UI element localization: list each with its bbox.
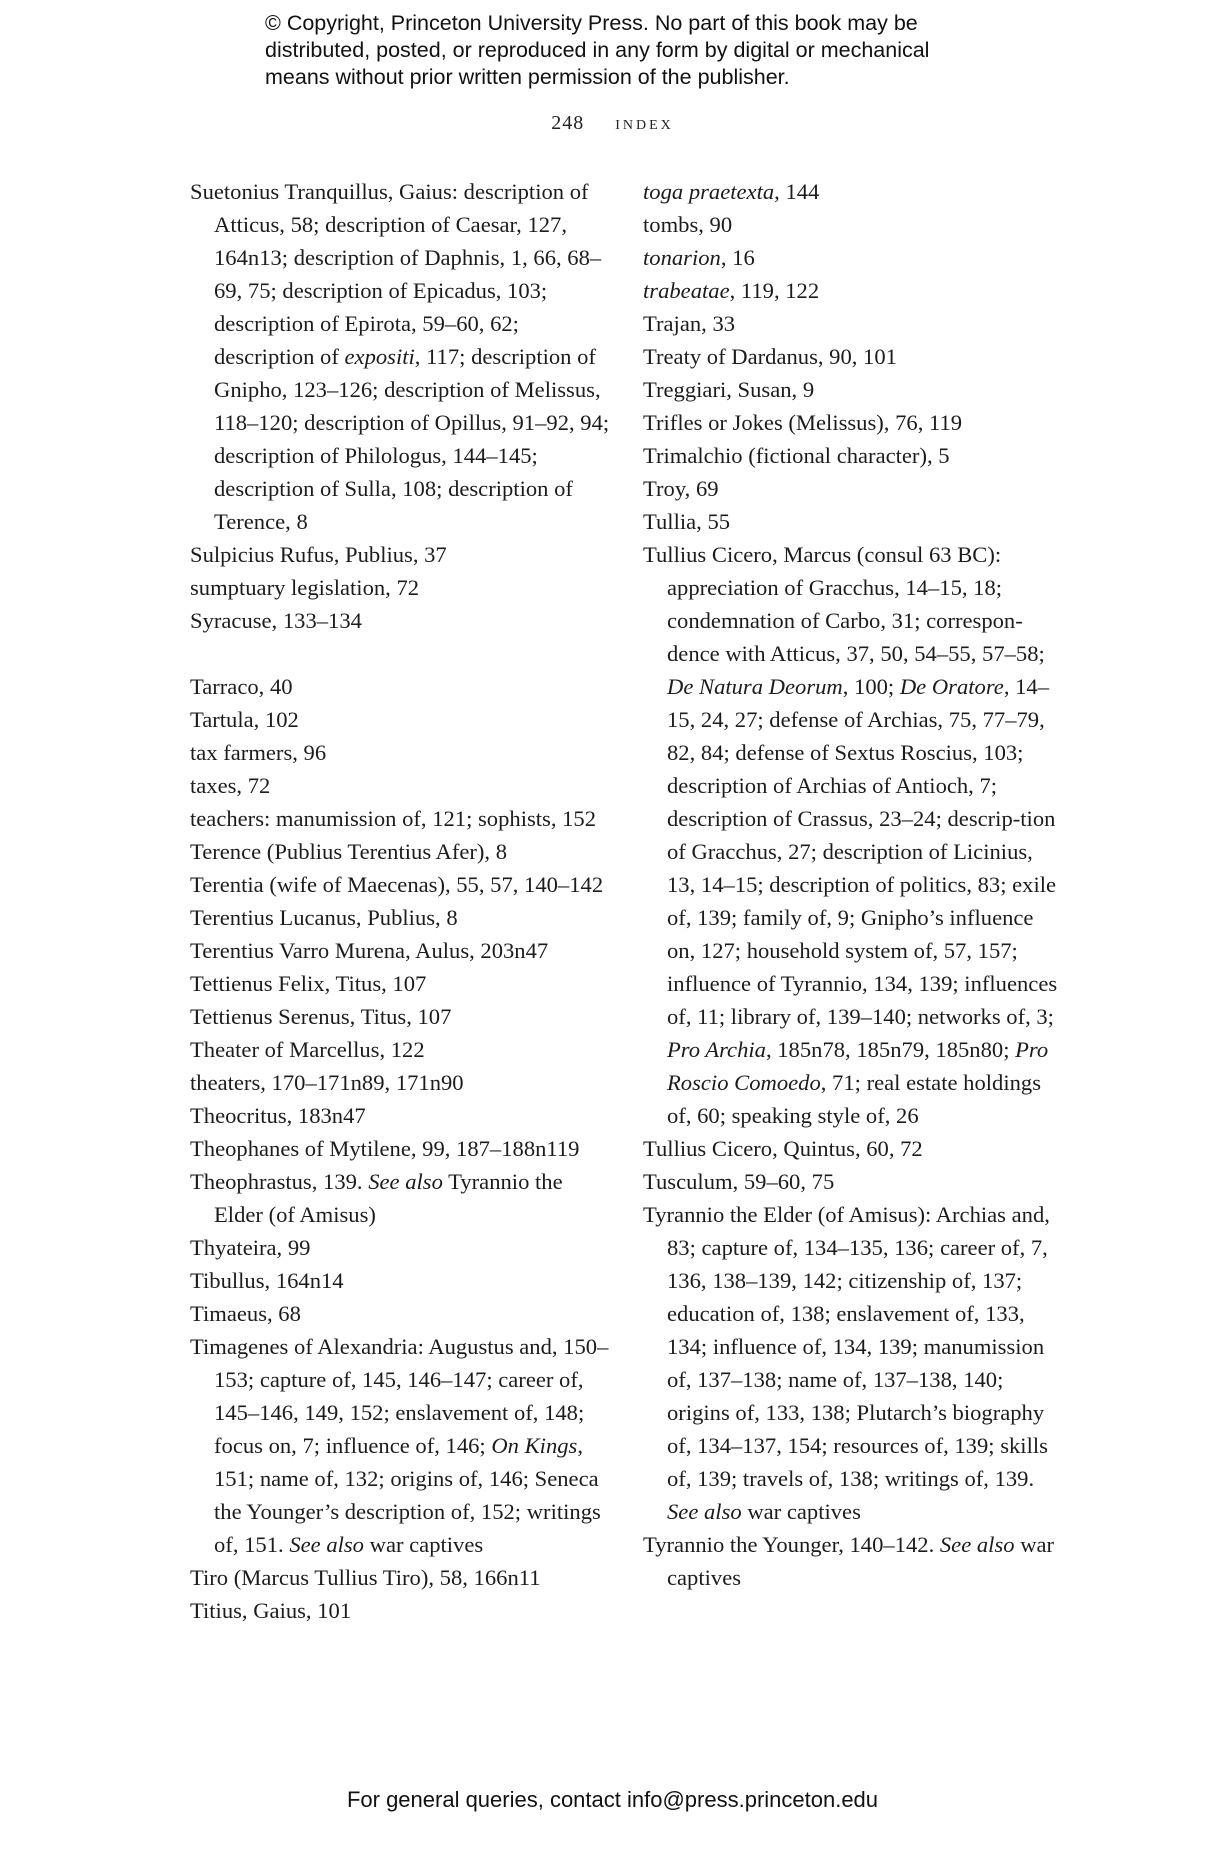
index-entry: Timagenes of Alexandria: Augustus and, 150–153; capture of, 145, 146–147; career of, 145–146, 149, 152; enslavement of, 148; focus on, 7; influence of, 146; On Kings, 151; name of, 132; origins of, 146; Seneca the Younger’s description of, 152; writings of, 151. See also war captives [190, 1334, 609, 1557]
index-entry: Tartula, 102 [190, 707, 299, 732]
index-entry: Terentius Varro Murena, Aulus, 203n47 [190, 938, 549, 963]
index-entry: Tullia, 55 [643, 509, 731, 534]
copyright-line: distributed, posted, or reproduced in any form by digital or mechanical [265, 38, 930, 62]
index-column-right [643, 175, 1063, 1594]
index-entry: Tusculum, 59–60, 75 [643, 1169, 835, 1194]
index-entry: Tibullus, 164n14 [190, 1268, 344, 1293]
copyright-line: means without prior written permission of the publisher. [265, 65, 790, 89]
index-entry: Tiro (Marcus Tullius Tiro), 58, 166n11 [190, 1565, 541, 1590]
index-entry: Theophrastus, 139. See also Tyrannio the Elder (of Amisus) [190, 1169, 563, 1227]
index-entry: Tarraco, 40 [190, 674, 293, 699]
index-entry: Theater of Marcellus, 122 [190, 1037, 425, 1062]
index-entry: teachers: manumission of, 121; sophists, 152 [190, 806, 597, 831]
index-entry: Suetonius Tranquillus, Gaius: description of Atticus, 58; description of Caesar, 127, 164n13; description of Daphnis, 1, 66, 68–69, 75; description of Epicadus, 103; description of Epirota, 59–60, 62; description of expositi, 117; description of Gnipho, 123–126; description of Melissus, 118–120; description of Opillus, 91–92, 94; description of Philologus, 144–145; description of Sulla, 108; description of Terence, 8 [190, 179, 610, 534]
copyright-line: © Copyright, Princeton University Press. No part of this book may be [265, 11, 918, 35]
index-entry: toga praetexta, 144 [643, 179, 820, 204]
index-entry: Tyrannio the Elder (of Amisus): Archias and, 83; capture of, 134–135, 136; career of, 7, 136, 138–139, 142; citizenship of, 137; education of, 138; enslavement of, 133, 134; influence of, 134, 139; manumission of, 137–138; name of, 137–138, 140; origins of, 133, 138; Plutarch’s biography of, 134–137, 154; resources of, 139; skills of, 139; travels of, 138; writings of, 139. See also war captives [643, 1202, 1050, 1524]
index-entry: Tettienus Serenus, Titus, 107 [190, 1004, 452, 1029]
index-column-left [190, 175, 610, 1627]
index-entry: tombs, 90 [643, 212, 733, 237]
index-entry: Tyrannio the Younger, 140–142. See also war captives [643, 1532, 1055, 1590]
index-entry: Tullius Cicero, Quintus, 60, 72 [643, 1136, 923, 1161]
index-entry: Terentia (wife of Maecenas), 55, 57, 140–142 [190, 872, 604, 897]
index-entry: Syracuse, 133–134 [190, 608, 362, 633]
index-entry: theaters, 170–171n89, 171n90 [190, 1070, 464, 1095]
footer-contact: For general queries, contact info@press.princeton.edu [346, 1787, 879, 1812]
index-entry: Thyateira, 99 [190, 1235, 311, 1260]
index-entry: Timaeus, 68 [190, 1301, 301, 1326]
page-title: index [615, 112, 674, 134]
index-entry: tonarion, 16 [643, 245, 755, 270]
copyright-notice [265, 10, 1065, 91]
index-entry: Treggiari, Susan, 9 [643, 377, 815, 402]
index-entry: tax farmers, 96 [190, 740, 327, 765]
index-entry: sumptuary legislation, 72 [190, 575, 420, 600]
index-entry: Trimalchio (fictional character), 5 [643, 443, 950, 468]
index-entry: Treaty of Dardanus, 90, 101 [643, 344, 897, 369]
index-entry: Tettienus Felix, Titus, 107 [190, 971, 427, 996]
index-entry: Theocritus, 183n47 [190, 1103, 366, 1128]
index-entry: Trifles or Jokes (Melissus), 76, 119 [643, 410, 963, 435]
index-entry: taxes, 72 [190, 773, 271, 798]
index-entry: Titius, Gaius, 101 [190, 1598, 352, 1623]
index-entry: Troy, 69 [643, 476, 719, 501]
index-entry: Theophanes of Mytilene, 99, 187–188n119 [190, 1136, 580, 1161]
index-entry: Tullius Cicero, Marcus (consul 63 BC): appreciation of Gracchus, 14–15, 18; condemnation of Carbo, 31; correspon-dence with Atticus, 37, 50, 54–55, 57–58; De Natura Deorum, 100; De Oratore, 14–15, 24, 27; defense of Archias, 75, 77–79, 82, 84; defense of Sextus Roscius, 103; description of Archias of Antioch, 7; description of Crassus, 23–24; descrip-tion of Gracchus, 27; description of Licinius, 13, 14–15; description of politics, 83; exile of, 139; family of, 9; Gnipho’s influence on, 127; household system of, 57, 157; influence of Tyrannio, 134, 139; influences of, 11; library of, 139–140; networks of, 3; Pro Archia, 185n78, 185n79, 185n80; Pro Roscio Comoedo, 71; real estate holdings of, 60; speaking style of, 26 [643, 542, 1058, 1128]
page-number: 248 [551, 112, 585, 134]
index-entry: Trajan, 33 [643, 311, 736, 336]
index-entry: Terence (Publius Terentius Afer), 8 [190, 839, 508, 864]
index-entry: trabeatae, 119, 122 [643, 278, 820, 303]
index-entry: Terentius Lucanus, Publius, 8 [190, 905, 458, 930]
index-entry: Sulpicius Rufus, Publius, 37 [190, 542, 447, 567]
running-head [0, 112, 1225, 135]
